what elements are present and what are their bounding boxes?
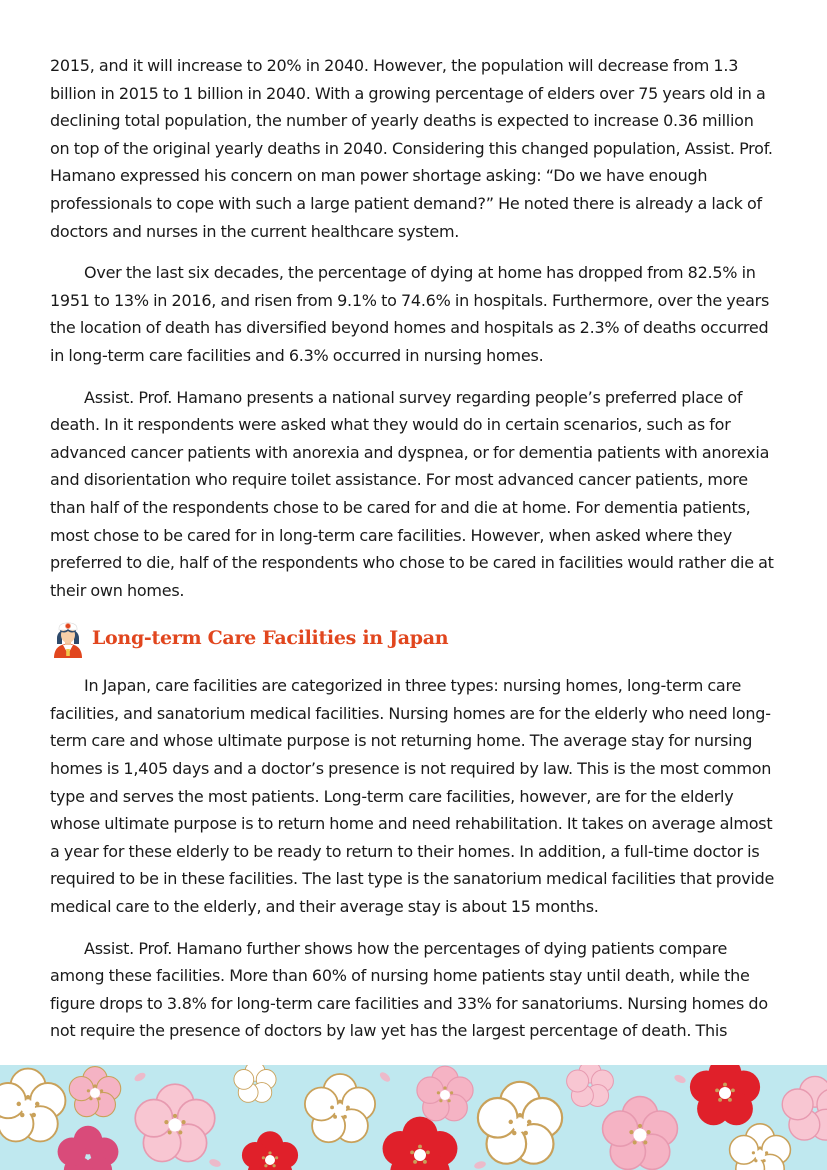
section-heading-text: Long-term Care Facilities in Japan bbox=[92, 627, 449, 650]
section-heading bbox=[50, 618, 777, 658]
paragraph-death-percentages: Assist. Prof. Hamano further shows how the percentages of dying patients compare among these facilities. More than 60% of nursing home patients stay until death, while the figure drops to 3.8% for long-term care facilities and 33% for sanatoriums. Nursing homes do not require the presence of doctors by law yet has the largest percentage of death. This bbox=[50, 938, 768, 1041]
nurse-icon bbox=[50, 618, 86, 658]
paragraph-facility-types: In Japan, care facilities are categorized in three types: nursing homes, long-term care facilities, and sanatorium medical facilities. Nursing homes are for the elderly who need long-term care and whose ultimate purpose is not returning home. The average stay for nursing homes is 1,405 days and a doctor’s presence is not required by law. This is the most common type and serves the most patients. Long-term care facilities, however, are for the elderly whose ultimate purpose is to return home and need rehabilitation. It takes on average almost a year for these elderly to be ready to return to their homes. In addition, a full-time doctor is required to be in these facilities. The last type is the sanatorium medical facilities that provide medical care to the elderly, and their average stay is about 15 months. bbox=[50, 676, 775, 917]
cherry-blossom-pattern bbox=[0, 1065, 827, 1170]
article-body bbox=[50, 52, 777, 1045]
paragraph-population: 2015, and it will increase to 20% in 2040. However, the population will decrease from 1.3 billion in 2015 to 1 billion in 2040. With a growing percentage of elders over 75 years old in a declining total population, the number of yearly deaths is expected to increase 0.36 million on top of the original yearly deaths in 2040. Considering this changed population, Assist. Prof. Hamano expressed his concern on man power shortage asking: “Do we have enough professionals to cope with such a large patient demand?” He noted there is already a lack of doctors and nurses in the current healthcare system. bbox=[50, 56, 773, 241]
paragraph-preferred-place-survey: Assist. Prof. Hamano presents a national survey regarding people’s preferred place of death. In it respondents were asked what they would do in certain scenarios, such as for advanced cancer patients with anorexia and dyspnea, or for dementia patients with anorexia and disorientation who require toilet assistance. For most advanced cancer patients, more than half of the respondents chose to be cared for and die at home. For dementia patients, most chose to be cared for in long-term care facilities. However, when asked where they preferred to die, half of the respondents who chose to be cared in facilities would rather die at their own homes. bbox=[50, 387, 774, 600]
footer-floral-banner bbox=[0, 1065, 827, 1170]
paragraph-place-of-death-trends: Over the last six decades, the percentage of dying at home has dropped from 82.5% in 1951 to 13% in 2016, and risen from 9.1% to 74.6% in hospitals. Furthermore, over the years the location of death has diversified beyond homes and hospitals as 2.3% of deaths occurred in long-term care facilities and 6.3% occurred in nursing homes. bbox=[50, 263, 770, 365]
